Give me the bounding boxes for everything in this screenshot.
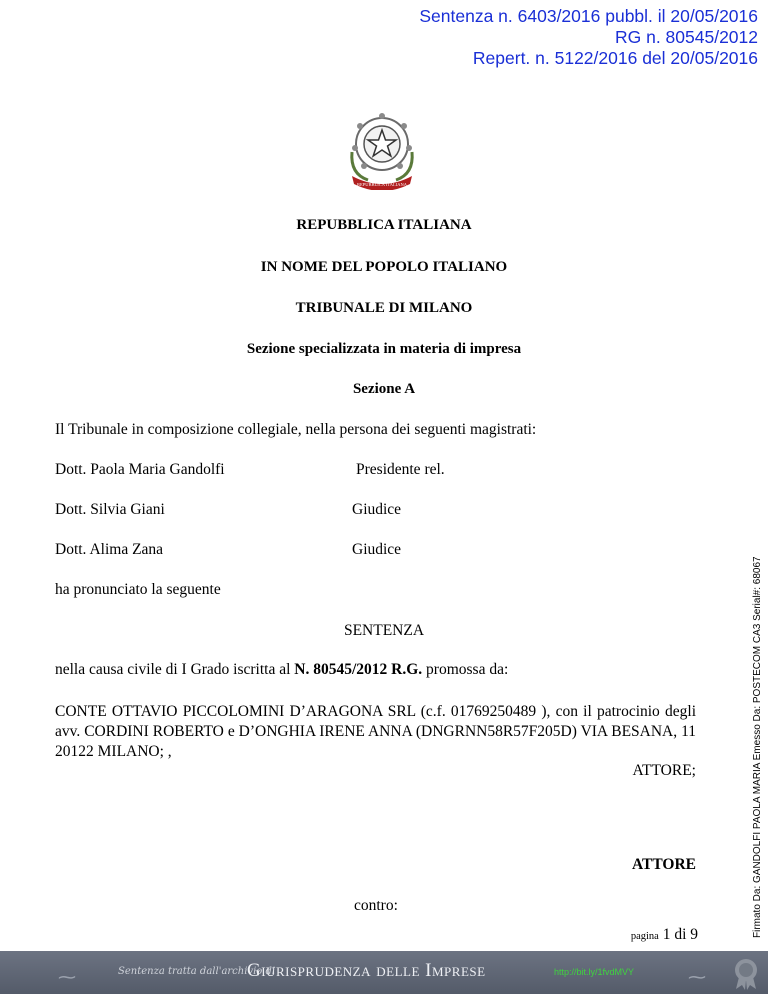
award-seal-icon <box>728 955 764 991</box>
stamp-rg: RG n. 80545/2012 <box>614 27 758 47</box>
heading-sezione-a: Sezione A <box>352 381 416 397</box>
judge-name: Dott. Silvia Giani <box>55 501 165 518</box>
stamp-repert: Repert. n. 5122/2016 del 20/05/2016 <box>472 48 758 68</box>
contro-label: contro: <box>354 897 398 914</box>
judge-name: Dott. Alima Zana <box>55 541 164 558</box>
judge-name: Dott. Paola Maria Gandolfi <box>55 461 225 478</box>
judge-role: Giudice <box>352 541 402 558</box>
stamp-sentenza: Sentenza n. 6403/2016 pubbl. il 20/05/2016 <box>419 6 758 26</box>
party-description: CONTE OTTAVIO PICCOLOMINI D’ARAGONA SRL (c.f. 01769250489 ), con il patrocinio degli avv. CORDINI ROBERTO e D’ONGHIA IRENE ANNA (DNGRNN58R57F205D) VIA BESANA, 11 20122 MILANO; , <box>55 703 696 760</box>
registry-stamp <box>419 6 758 69</box>
swoosh-right-icon: ⁓ <box>688 967 706 987</box>
attore-label: ATTORE; <box>632 762 696 779</box>
page-number <box>631 926 698 944</box>
page-current: 1 <box>662 926 671 943</box>
cause-suffix: promossa da: <box>422 661 509 678</box>
page-label: pagina <box>630 931 659 942</box>
heading-tribunale: TRIBUNALE DI MILANO <box>295 300 473 316</box>
heading-repubblica: REPUBBLICA ITALIANA <box>296 217 472 233</box>
svg-text:REPUBBLICA ITALIANA: REPUBBLICA ITALIANA <box>356 182 408 187</box>
cause-number: N. 80545/2012 R.G. <box>294 661 423 678</box>
page-total: 9 <box>690 926 698 943</box>
judge-role: Presidente rel. <box>356 461 445 478</box>
cause-line <box>55 661 508 679</box>
footer-banner <box>0 951 768 994</box>
judge-role: Giudice <box>352 501 402 518</box>
heading-sezione-specializzata: Sezione specializzata in materia di impresa <box>246 341 522 357</box>
sentenza-title: SENTENZA <box>343 622 425 639</box>
footer-prefix: Sentenza tratta dall'archivio di <box>118 966 276 977</box>
italian-emblem <box>342 108 422 190</box>
pronounced-text: ha pronunciato la seguente <box>55 581 221 598</box>
digital-signature-note: Firmato Da: GANDOLFI PAOLA MARIA Emesso Da: POSTECOM CA3 Serial#: 68067 <box>752 556 763 938</box>
page-of: di <box>674 926 687 943</box>
attore-bold-label: ATTORE <box>631 856 696 873</box>
heading-popolo: IN NOME DEL POPOLO ITALIANO <box>260 259 508 275</box>
cause-prefix: nella causa civile di I Grado iscritta al <box>55 661 295 678</box>
footer-link[interactable]: http://bit.ly/1fvdMVY <box>554 967 635 977</box>
swoosh-left-icon: ⁓ <box>58 967 76 987</box>
intro-text: Il Tribunale in composizione collegiale, nella persona dei seguenti magistrati: <box>55 421 537 438</box>
footer-brand: Giurisprudenza delle Imprese <box>247 960 486 981</box>
